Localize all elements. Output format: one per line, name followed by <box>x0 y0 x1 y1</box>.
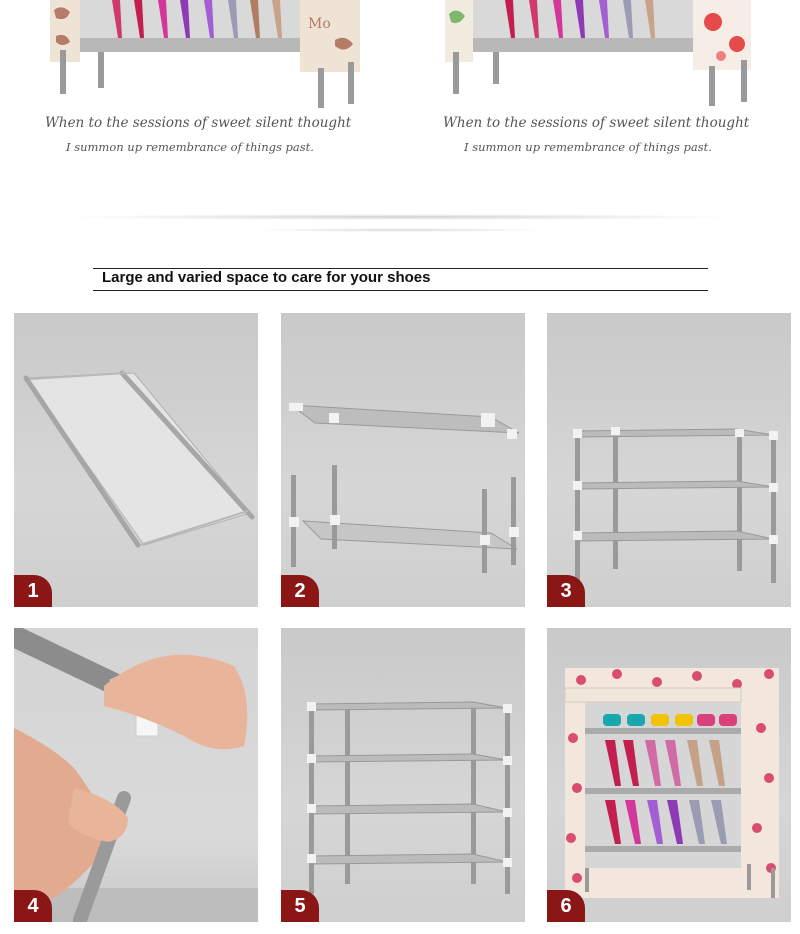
top-product-image-left <box>50 0 365 110</box>
covered-shoe-rack-illustration <box>547 628 791 922</box>
folded-fabric-shelf-illustration <box>14 313 258 607</box>
shelf-frame-partial-assembly-illustration <box>281 313 525 607</box>
section-divider <box>60 214 740 220</box>
caption-left-line-1: When to the sessions of sweet silent thought <box>45 115 352 131</box>
step-3-panel <box>547 313 791 607</box>
caption-left-line-2: I summon up remembrance of things past. <box>66 140 314 154</box>
hands-attaching-tube-illustration <box>14 628 258 922</box>
svg-text:Mo: Mo <box>308 16 331 32</box>
step-5-panel <box>281 628 525 922</box>
step-2-panel <box>281 313 525 607</box>
section-divider-inner <box>250 228 550 232</box>
step-3-badge: 3 <box>547 575 585 607</box>
step-4-badge: 4 <box>14 890 52 922</box>
step-1-badge: 1 <box>14 575 52 607</box>
caption-right-line-1: When to the sessions of sweet silent thought <box>443 115 750 131</box>
three-tier-rack-illustration <box>547 313 791 607</box>
four-tier-rack-illustration <box>281 628 525 922</box>
step-6-badge: 6 <box>547 890 585 922</box>
step-4-panel <box>14 628 258 922</box>
section-heading: Large and varied space to care for your shoes <box>102 269 431 286</box>
step-5-badge: 5 <box>281 890 319 922</box>
step-6-panel <box>547 628 791 922</box>
top-product-image-right <box>445 0 755 110</box>
caption-right-line-2: I summon up remembrance of things past. <box>464 140 712 154</box>
step-2-badge: 2 <box>281 575 319 607</box>
heading-rule-bottom <box>93 290 708 291</box>
step-1-panel <box>14 313 258 607</box>
